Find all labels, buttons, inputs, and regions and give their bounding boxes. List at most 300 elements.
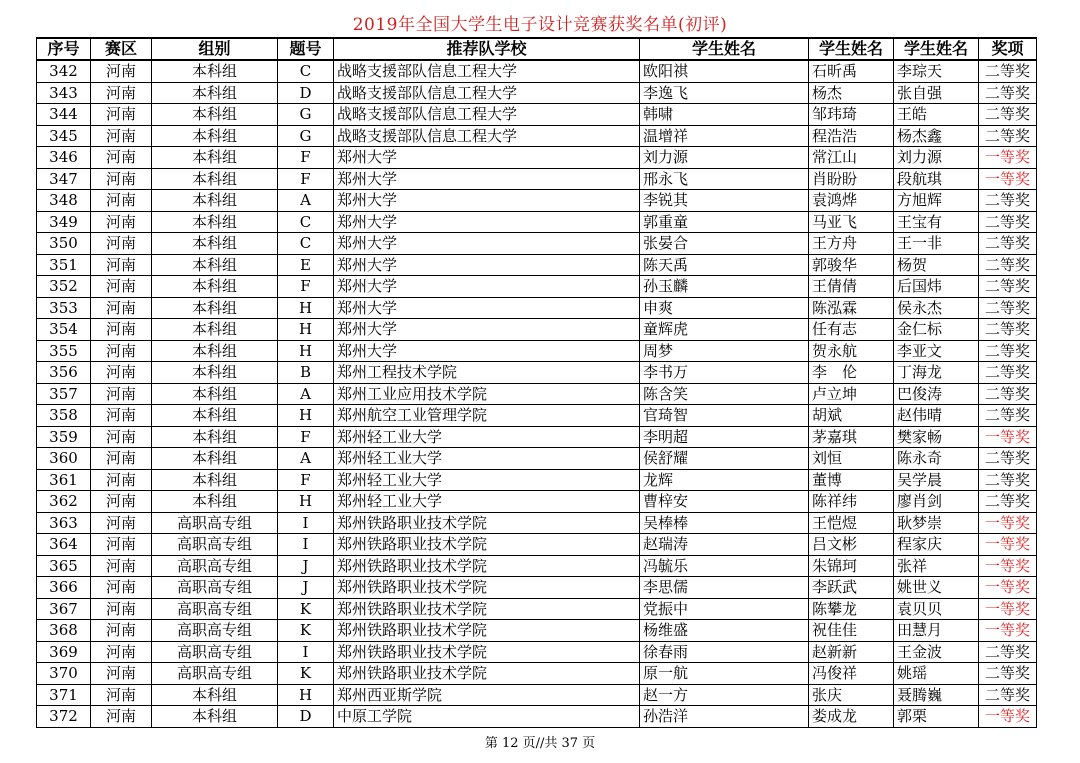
cell-award: 二等奖 <box>979 491 1037 513</box>
cell-student-1: 党振中 <box>640 598 809 620</box>
cell-group: 本科组 <box>152 276 278 298</box>
table-row <box>37 233 1037 255</box>
cell-index: 354 <box>37 319 91 341</box>
cell-award: 一等奖 <box>979 706 1037 728</box>
cell-student-1: 冯毓乐 <box>640 555 809 577</box>
cell-student-1: 吴棒棒 <box>640 512 809 534</box>
cell-group: 本科组 <box>152 405 278 427</box>
cell-school: 郑州铁路职业技术学院 <box>334 512 640 534</box>
awards-table <box>36 37 1037 728</box>
table-row <box>37 254 1037 276</box>
cell-group: 本科组 <box>152 190 278 212</box>
cell-problem: J <box>278 577 334 599</box>
cell-index: 350 <box>37 233 91 255</box>
cell-region: 河南 <box>91 534 152 556</box>
cell-index: 345 <box>37 125 91 147</box>
cell-student-2: 袁鸿烨 <box>809 190 894 212</box>
cell-student-3: 聂腾巍 <box>894 684 979 706</box>
cell-student-2: 王倩倩 <box>809 276 894 298</box>
cell-student-3: 廖肖剑 <box>894 491 979 513</box>
cell-index: 372 <box>37 706 91 728</box>
cell-school: 中原工学院 <box>334 706 640 728</box>
cell-award: 一等奖 <box>979 168 1037 190</box>
cell-index: 367 <box>37 598 91 620</box>
cell-award: 二等奖 <box>979 254 1037 276</box>
cell-school: 战略支援部队信息工程大学 <box>334 125 640 147</box>
cell-problem: F <box>278 426 334 448</box>
cell-student-1: 申爽 <box>640 297 809 319</box>
cell-student-3: 丁海龙 <box>894 362 979 384</box>
cell-region: 河南 <box>91 491 152 513</box>
cell-student-1: 李逸飞 <box>640 82 809 104</box>
cell-region: 河南 <box>91 319 152 341</box>
cell-student-1: 赵瑞涛 <box>640 534 809 556</box>
cell-award: 二等奖 <box>979 233 1037 255</box>
cell-award: 一等奖 <box>979 577 1037 599</box>
header-region: 赛区 <box>91 38 152 60</box>
cell-group: 高职高专组 <box>152 577 278 599</box>
cell-student-3: 段航琪 <box>894 168 979 190</box>
cell-student-3: 李亚文 <box>894 340 979 362</box>
cell-award: 二等奖 <box>979 276 1037 298</box>
cell-student-2: 张庆 <box>809 684 894 706</box>
cell-student-2: 刘恒 <box>809 448 894 470</box>
cell-region: 河南 <box>91 340 152 362</box>
table-row <box>37 190 1037 212</box>
cell-region: 河南 <box>91 60 152 82</box>
cell-award: 一等奖 <box>979 512 1037 534</box>
cell-index: 342 <box>37 60 91 82</box>
cell-school: 郑州铁路职业技术学院 <box>334 663 640 685</box>
cell-group: 本科组 <box>152 254 278 276</box>
cell-student-1: 欧阳祺 <box>640 60 809 82</box>
header-student-1: 学生姓名 <box>640 38 809 60</box>
cell-group: 高职高专组 <box>152 620 278 642</box>
cell-group: 本科组 <box>152 211 278 233</box>
cell-region: 河南 <box>91 383 152 405</box>
cell-problem: I <box>278 534 334 556</box>
cell-region: 河南 <box>91 297 152 319</box>
cell-problem: H <box>278 340 334 362</box>
cell-index: 362 <box>37 491 91 513</box>
cell-region: 河南 <box>91 276 152 298</box>
cell-student-3: 侯永杰 <box>894 297 979 319</box>
cell-student-3: 张自强 <box>894 82 979 104</box>
table-row <box>37 448 1037 470</box>
cell-student-2: 常江山 <box>809 147 894 169</box>
cell-award: 二等奖 <box>979 405 1037 427</box>
cell-student-2: 任有志 <box>809 319 894 341</box>
table-row <box>37 168 1037 190</box>
cell-problem: K <box>278 620 334 642</box>
table-row <box>37 104 1037 126</box>
cell-student-2: 卢立坤 <box>809 383 894 405</box>
cell-award: 二等奖 <box>979 469 1037 491</box>
cell-student-1: 刘力源 <box>640 147 809 169</box>
cell-school: 郑州航空工业管理学院 <box>334 405 640 427</box>
header-student-3: 学生姓名 <box>894 38 979 60</box>
cell-school: 郑州铁路职业技术学院 <box>334 641 640 663</box>
cell-index: 349 <box>37 211 91 233</box>
cell-award: 二等奖 <box>979 211 1037 233</box>
cell-student-3: 杨贺 <box>894 254 979 276</box>
cell-region: 河南 <box>91 190 152 212</box>
header-group: 组别 <box>152 38 278 60</box>
cell-group: 本科组 <box>152 233 278 255</box>
header-index: 序号 <box>37 38 91 60</box>
cell-problem: C <box>278 233 334 255</box>
cell-group: 高职高专组 <box>152 598 278 620</box>
cell-problem: C <box>278 60 334 82</box>
table-row <box>37 641 1037 663</box>
cell-group: 高职高专组 <box>152 512 278 534</box>
cell-student-1: 邢永飞 <box>640 168 809 190</box>
cell-index: 361 <box>37 469 91 491</box>
cell-student-2: 陈泓霖 <box>809 297 894 319</box>
header-problem: 题号 <box>278 38 334 60</box>
cell-school: 郑州工业应用技术学院 <box>334 383 640 405</box>
cell-group: 本科组 <box>152 168 278 190</box>
cell-student-2: 朱锦珂 <box>809 555 894 577</box>
cell-group: 本科组 <box>152 426 278 448</box>
cell-student-3: 姚瑶 <box>894 663 979 685</box>
cell-school: 郑州大学 <box>334 340 640 362</box>
cell-group: 本科组 <box>152 125 278 147</box>
cell-group: 本科组 <box>152 60 278 82</box>
cell-school: 战略支援部队信息工程大学 <box>334 104 640 126</box>
cell-award: 一等奖 <box>979 147 1037 169</box>
cell-index: 353 <box>37 297 91 319</box>
cell-problem: F <box>278 469 334 491</box>
cell-student-2: 董博 <box>809 469 894 491</box>
cell-award: 一等奖 <box>979 555 1037 577</box>
table-row <box>37 405 1037 427</box>
cell-student-3: 程家庆 <box>894 534 979 556</box>
cell-student-1: 李书万 <box>640 362 809 384</box>
cell-index: 351 <box>37 254 91 276</box>
cell-region: 河南 <box>91 598 152 620</box>
cell-student-1: 李思儒 <box>640 577 809 599</box>
table-row <box>37 82 1037 104</box>
cell-index: 365 <box>37 555 91 577</box>
cell-index: 371 <box>37 684 91 706</box>
cell-student-2: 杨杰 <box>809 82 894 104</box>
cell-group: 本科组 <box>152 340 278 362</box>
cell-index: 370 <box>37 663 91 685</box>
cell-student-2: 冯俊祥 <box>809 663 894 685</box>
cell-school: 郑州大学 <box>334 147 640 169</box>
cell-student-2: 王方舟 <box>809 233 894 255</box>
cell-school: 郑州铁路职业技术学院 <box>334 598 640 620</box>
cell-student-1: 周梦 <box>640 340 809 362</box>
cell-student-3: 陈永奇 <box>894 448 979 470</box>
table-row <box>37 276 1037 298</box>
cell-student-3: 姚世义 <box>894 577 979 599</box>
cell-award: 一等奖 <box>979 598 1037 620</box>
cell-region: 河南 <box>91 684 152 706</box>
cell-student-2: 程浩浩 <box>809 125 894 147</box>
header-school: 推荐队学校 <box>334 38 640 60</box>
table-body <box>37 60 1037 727</box>
cell-index: 364 <box>37 534 91 556</box>
cell-region: 河南 <box>91 577 152 599</box>
cell-student-2: 肖盼盼 <box>809 168 894 190</box>
cell-region: 河南 <box>91 620 152 642</box>
cell-student-2: 陈攀龙 <box>809 598 894 620</box>
cell-school: 郑州铁路职业技术学院 <box>334 577 640 599</box>
cell-region: 河南 <box>91 82 152 104</box>
table-row <box>37 512 1037 534</box>
cell-group: 本科组 <box>152 147 278 169</box>
table-row <box>37 491 1037 513</box>
cell-student-2: 娄成龙 <box>809 706 894 728</box>
table-row <box>37 60 1037 82</box>
cell-school: 郑州轻工业大学 <box>334 426 640 448</box>
cell-student-2: 郭骏华 <box>809 254 894 276</box>
cell-index: 348 <box>37 190 91 212</box>
cell-student-2: 胡斌 <box>809 405 894 427</box>
cell-student-1: 张晏合 <box>640 233 809 255</box>
cell-group: 高职高专组 <box>152 555 278 577</box>
cell-region: 河南 <box>91 663 152 685</box>
cell-award: 二等奖 <box>979 641 1037 663</box>
cell-region: 河南 <box>91 104 152 126</box>
cell-award: 一等奖 <box>979 426 1037 448</box>
cell-student-3: 后国炜 <box>894 276 979 298</box>
cell-region: 河南 <box>91 512 152 534</box>
cell-region: 河南 <box>91 147 152 169</box>
cell-region: 河南 <box>91 211 152 233</box>
header-award: 奖项 <box>979 38 1037 60</box>
cell-problem: H <box>278 684 334 706</box>
cell-school: 郑州大学 <box>334 297 640 319</box>
cell-index: 369 <box>37 641 91 663</box>
cell-student-1: 陈天禹 <box>640 254 809 276</box>
table-row <box>37 663 1037 685</box>
cell-award: 二等奖 <box>979 60 1037 82</box>
cell-group: 本科组 <box>152 491 278 513</box>
cell-student-1: 李明超 <box>640 426 809 448</box>
cell-index: 366 <box>37 577 91 599</box>
table-row <box>37 319 1037 341</box>
cell-award: 二等奖 <box>979 319 1037 341</box>
cell-school: 郑州西亚斯学院 <box>334 684 640 706</box>
cell-group: 本科组 <box>152 82 278 104</box>
cell-problem: A <box>278 383 334 405</box>
cell-problem: E <box>278 254 334 276</box>
cell-student-2: 茅嘉琪 <box>809 426 894 448</box>
cell-award: 二等奖 <box>979 448 1037 470</box>
cell-region: 河南 <box>91 555 152 577</box>
cell-award: 二等奖 <box>979 297 1037 319</box>
cell-school: 郑州轻工业大学 <box>334 448 640 470</box>
cell-award: 二等奖 <box>979 340 1037 362</box>
cell-problem: H <box>278 297 334 319</box>
cell-region: 河南 <box>91 362 152 384</box>
cell-student-1: 原一航 <box>640 663 809 685</box>
cell-student-3: 王金波 <box>894 641 979 663</box>
cell-student-3: 王皓 <box>894 104 979 126</box>
cell-school: 郑州轻工业大学 <box>334 491 640 513</box>
cell-region: 河南 <box>91 168 152 190</box>
table-row <box>37 362 1037 384</box>
cell-region: 河南 <box>91 448 152 470</box>
cell-problem: H <box>278 319 334 341</box>
cell-region: 河南 <box>91 125 152 147</box>
table-row <box>37 125 1037 147</box>
cell-student-2: 李 伦 <box>809 362 894 384</box>
page-footer: 第 12 页//共 37 页 <box>484 736 596 751</box>
cell-student-1: 赵一方 <box>640 684 809 706</box>
cell-award: 二等奖 <box>979 383 1037 405</box>
cell-student-2: 祝佳佳 <box>809 620 894 642</box>
cell-problem: F <box>278 276 334 298</box>
cell-award: 二等奖 <box>979 663 1037 685</box>
cell-group: 本科组 <box>152 297 278 319</box>
table-row <box>37 577 1037 599</box>
cell-school: 郑州大学 <box>334 190 640 212</box>
cell-school: 郑州大学 <box>334 168 640 190</box>
cell-student-1: 孙浩洋 <box>640 706 809 728</box>
cell-award: 二等奖 <box>979 684 1037 706</box>
cell-problem: D <box>278 82 334 104</box>
table-row <box>37 620 1037 642</box>
cell-student-1: 曹梓安 <box>640 491 809 513</box>
cell-student-3: 樊家畅 <box>894 426 979 448</box>
cell-student-1: 温增祥 <box>640 125 809 147</box>
cell-student-1: 杨维盛 <box>640 620 809 642</box>
cell-award: 二等奖 <box>979 104 1037 126</box>
cell-student-3: 王宝有 <box>894 211 979 233</box>
cell-index: 347 <box>37 168 91 190</box>
page-title: 2019年全国大学生电子设计竞赛获奖名单(初评) <box>352 15 728 35</box>
table-row <box>37 340 1037 362</box>
cell-award: 一等奖 <box>979 534 1037 556</box>
cell-student-1: 韩啸 <box>640 104 809 126</box>
table-row <box>37 598 1037 620</box>
cell-student-2: 李跃武 <box>809 577 894 599</box>
cell-school: 战略支援部队信息工程大学 <box>334 60 640 82</box>
cell-problem: B <box>278 362 334 384</box>
cell-student-3: 巴俊涛 <box>894 383 979 405</box>
cell-student-3: 方旭辉 <box>894 190 979 212</box>
cell-index: 343 <box>37 82 91 104</box>
cell-problem: H <box>278 405 334 427</box>
cell-region: 河南 <box>91 469 152 491</box>
cell-student-3: 赵伟晴 <box>894 405 979 427</box>
cell-index: 357 <box>37 383 91 405</box>
cell-student-1: 李锐其 <box>640 190 809 212</box>
cell-school: 郑州大学 <box>334 254 640 276</box>
cell-student-1: 郭重童 <box>640 211 809 233</box>
cell-index: 363 <box>37 512 91 534</box>
cell-index: 358 <box>37 405 91 427</box>
cell-award: 二等奖 <box>979 362 1037 384</box>
cell-group: 本科组 <box>152 469 278 491</box>
cell-student-3: 王一非 <box>894 233 979 255</box>
cell-problem: A <box>278 190 334 212</box>
cell-student-2: 赵新新 <box>809 641 894 663</box>
table-row <box>37 684 1037 706</box>
cell-student-3: 杨杰鑫 <box>894 125 979 147</box>
cell-group: 高职高专组 <box>152 641 278 663</box>
cell-student-1: 陈含笑 <box>640 383 809 405</box>
cell-school: 郑州铁路职业技术学院 <box>334 620 640 642</box>
cell-student-2: 贺永航 <box>809 340 894 362</box>
cell-region: 河南 <box>91 426 152 448</box>
table-row <box>37 469 1037 491</box>
cell-problem: J <box>278 555 334 577</box>
cell-school: 郑州大学 <box>334 276 640 298</box>
cell-student-3: 袁贝贝 <box>894 598 979 620</box>
cell-problem: C <box>278 211 334 233</box>
cell-group: 高职高专组 <box>152 663 278 685</box>
cell-student-3: 金仁标 <box>894 319 979 341</box>
cell-award: 二等奖 <box>979 190 1037 212</box>
cell-index: 368 <box>37 620 91 642</box>
cell-group: 高职高专组 <box>152 534 278 556</box>
cell-student-1: 官琦智 <box>640 405 809 427</box>
cell-index: 346 <box>37 147 91 169</box>
cell-region: 河南 <box>91 706 152 728</box>
cell-problem: K <box>278 663 334 685</box>
table-row <box>37 426 1037 448</box>
table-row <box>37 383 1037 405</box>
cell-student-2: 石昕禹 <box>809 60 894 82</box>
cell-student-2: 陈祥纬 <box>809 491 894 513</box>
cell-student-3: 刘力源 <box>894 147 979 169</box>
table-row <box>37 534 1037 556</box>
cell-school: 郑州大学 <box>334 211 640 233</box>
cell-student-2: 王恺煜 <box>809 512 894 534</box>
cell-group: 本科组 <box>152 362 278 384</box>
cell-student-1: 徐春雨 <box>640 641 809 663</box>
cell-student-3: 田慧月 <box>894 620 979 642</box>
table-row <box>37 555 1037 577</box>
cell-award: 一等奖 <box>979 620 1037 642</box>
table-row <box>37 211 1037 233</box>
cell-problem: F <box>278 168 334 190</box>
cell-problem: A <box>278 448 334 470</box>
cell-school: 郑州工程技术学院 <box>334 362 640 384</box>
cell-student-3: 郭栗 <box>894 706 979 728</box>
cell-student-1: 侯舒耀 <box>640 448 809 470</box>
cell-student-1: 童辉虎 <box>640 319 809 341</box>
cell-index: 352 <box>37 276 91 298</box>
cell-group: 本科组 <box>152 104 278 126</box>
cell-problem: H <box>278 491 334 513</box>
cell-school: 郑州轻工业大学 <box>334 469 640 491</box>
cell-region: 河南 <box>91 641 152 663</box>
cell-student-1: 孙玉麟 <box>640 276 809 298</box>
cell-school: 郑州大学 <box>334 233 640 255</box>
cell-index: 359 <box>37 426 91 448</box>
cell-group: 本科组 <box>152 448 278 470</box>
cell-region: 河南 <box>91 405 152 427</box>
cell-student-3: 张祥 <box>894 555 979 577</box>
cell-student-2: 马亚飞 <box>809 211 894 233</box>
table-header-row <box>37 38 1037 60</box>
cell-group: 本科组 <box>152 319 278 341</box>
cell-school: 郑州铁路职业技术学院 <box>334 534 640 556</box>
cell-group: 本科组 <box>152 383 278 405</box>
cell-student-3: 李琮天 <box>894 60 979 82</box>
cell-problem: I <box>278 641 334 663</box>
cell-problem: G <box>278 125 334 147</box>
table-row <box>37 297 1037 319</box>
cell-problem: G <box>278 104 334 126</box>
cell-problem: I <box>278 512 334 534</box>
